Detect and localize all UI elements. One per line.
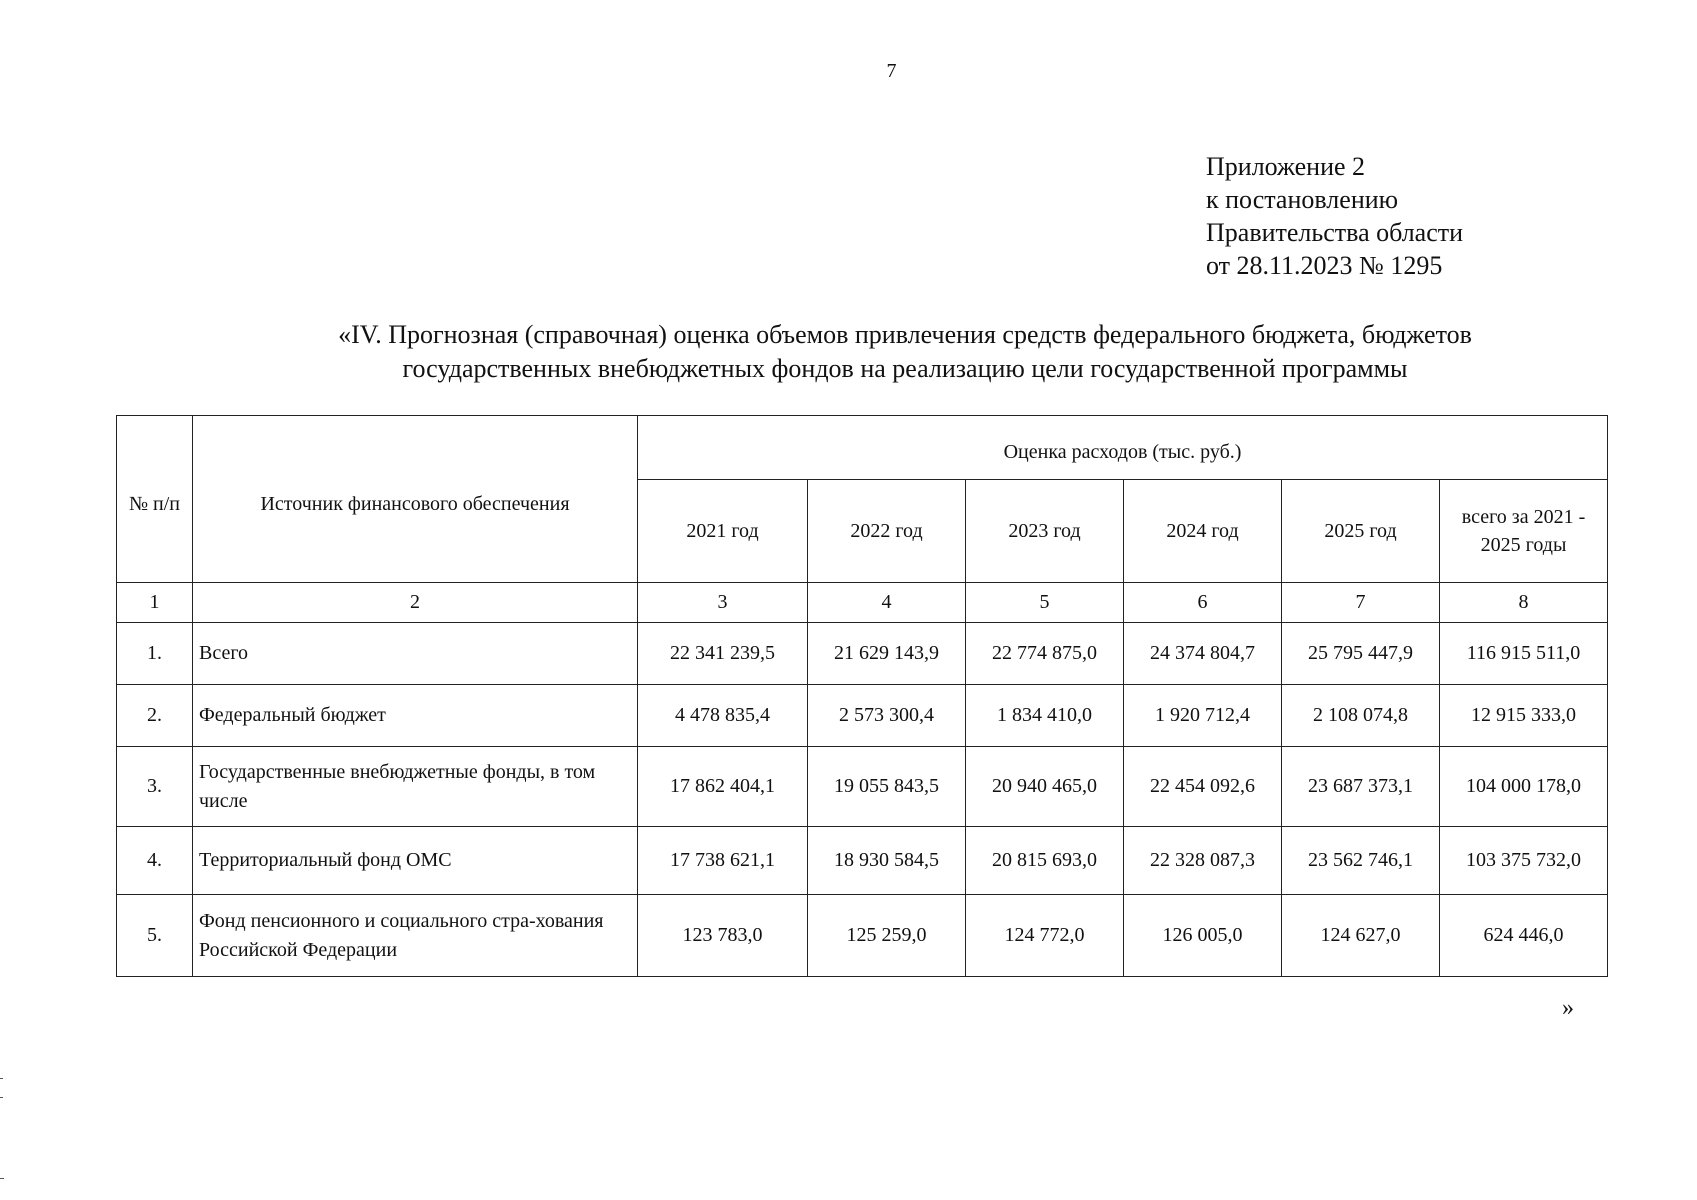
header-year: 2021 год bbox=[638, 480, 808, 583]
budget-table bbox=[116, 415, 1608, 977]
row-source: Федеральный бюджет bbox=[193, 685, 638, 747]
title-line: «IV. Прогнозная (справочная) оценка объемов привлечения средств федерального бюджета, бюджетов bbox=[338, 320, 1472, 349]
value-cell: 20 815 693,0 bbox=[966, 827, 1124, 895]
value-cell: 23 562 746,1 bbox=[1282, 827, 1440, 895]
value-cell: 124 772,0 bbox=[966, 895, 1124, 977]
row-number: 2. bbox=[117, 685, 193, 747]
column-number: 2 bbox=[193, 583, 638, 623]
table-row bbox=[117, 747, 1608, 827]
scan-edge-mark bbox=[0, 1078, 3, 1098]
column-number: 7 bbox=[1282, 583, 1440, 623]
value-cell: 104 000 178,0 bbox=[1440, 747, 1608, 827]
row-source: Фонд пенсионного и социального стра-хования Российской Федерации bbox=[193, 895, 638, 977]
value-cell: 17 738 621,1 bbox=[638, 827, 808, 895]
value-cell: 126 005,0 bbox=[1124, 895, 1282, 977]
value-cell: 23 687 373,1 bbox=[1282, 747, 1440, 827]
row-source: Всего bbox=[193, 623, 638, 685]
column-number: 8 bbox=[1440, 583, 1608, 623]
value-cell: 123 783,0 bbox=[638, 895, 808, 977]
appendix-block bbox=[1206, 150, 1463, 282]
table-row bbox=[117, 895, 1608, 977]
value-cell: 21 629 143,9 bbox=[808, 623, 966, 685]
title-line: государственных внебюджетных фондов на реализацию цели государственной программы bbox=[402, 354, 1408, 383]
value-cell: 103 375 732,0 bbox=[1440, 827, 1608, 895]
value-cell: 2 573 300,4 bbox=[808, 685, 966, 747]
appendix-line: Правительства области bbox=[1206, 218, 1464, 247]
row-source: Территориальный фонд ОМС bbox=[193, 827, 638, 895]
table-row bbox=[117, 827, 1608, 895]
header-year: 2023 год bbox=[966, 480, 1124, 583]
value-cell: 12 915 333,0 bbox=[1440, 685, 1608, 747]
page-number: 7 bbox=[886, 60, 897, 82]
header-year: 2024 год bbox=[1124, 480, 1282, 583]
value-cell: 2 108 074,8 bbox=[1282, 685, 1440, 747]
value-cell: 125 259,0 bbox=[808, 895, 966, 977]
header-total: всего за 2021 - 2025 годы bbox=[1440, 480, 1608, 583]
value-cell: 4 478 835,4 bbox=[638, 685, 808, 747]
header-estimate: Оценка расходов (тыс. руб.) bbox=[638, 416, 1608, 480]
value-cell: 1 834 410,0 bbox=[966, 685, 1124, 747]
value-cell: 17 862 404,1 bbox=[638, 747, 808, 827]
row-number: 3. bbox=[117, 747, 193, 827]
header-source: Источник финансового обеспечения bbox=[193, 416, 638, 583]
row-number: 5. bbox=[117, 895, 193, 977]
appendix-line: Приложение 2 bbox=[1206, 152, 1366, 181]
value-cell: 1 920 712,4 bbox=[1124, 685, 1282, 747]
header-year: 2022 год bbox=[808, 480, 966, 583]
value-cell: 18 930 584,5 bbox=[808, 827, 966, 895]
table-row bbox=[117, 623, 1608, 685]
value-cell: 116 915 511,0 bbox=[1440, 623, 1608, 685]
table-row bbox=[117, 685, 1608, 747]
closing-quote: » bbox=[1562, 995, 1574, 1021]
row-number: 1. bbox=[117, 623, 193, 685]
appendix-line: от 28.11.2023 № 1295 bbox=[1206, 251, 1443, 280]
column-number: 1 bbox=[117, 583, 193, 623]
column-number: 5 bbox=[966, 583, 1124, 623]
value-cell: 124 627,0 bbox=[1282, 895, 1440, 977]
value-cell: 25 795 447,9 bbox=[1282, 623, 1440, 685]
value-cell: 22 774 875,0 bbox=[966, 623, 1124, 685]
row-number: 4. bbox=[117, 827, 193, 895]
value-cell: 22 328 087,3 bbox=[1124, 827, 1282, 895]
section-title bbox=[130, 318, 1680, 386]
header-year: 2025 год bbox=[1282, 480, 1440, 583]
appendix-line: к постановлению bbox=[1206, 185, 1399, 214]
column-number: 6 bbox=[1124, 583, 1282, 623]
header-number: № п/п bbox=[117, 416, 193, 583]
value-cell: 19 055 843,5 bbox=[808, 747, 966, 827]
value-cell: 22 341 239,5 bbox=[638, 623, 808, 685]
column-number: 3 bbox=[638, 583, 808, 623]
value-cell: 624 446,0 bbox=[1440, 895, 1608, 977]
scan-edge-mark bbox=[0, 1178, 4, 1179]
value-cell: 20 940 465,0 bbox=[966, 747, 1124, 827]
value-cell: 24 374 804,7 bbox=[1124, 623, 1282, 685]
row-source: Государственные внебюджетные фонды, в том числе bbox=[193, 747, 638, 827]
column-number: 4 bbox=[808, 583, 966, 623]
value-cell: 22 454 092,6 bbox=[1124, 747, 1282, 827]
